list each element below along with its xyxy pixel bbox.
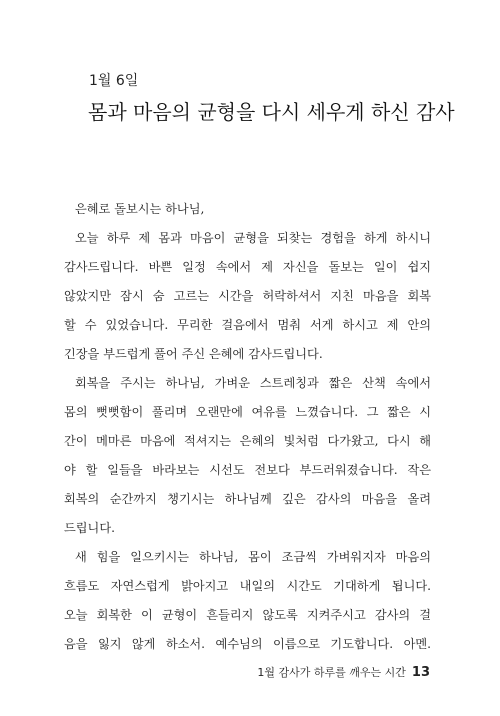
- page-footer: [257, 664, 430, 680]
- body-line: 오늘 하루 제 몸과 마음이 균형을 되찾는 경험을 하게 하시니: [75, 231, 431, 245]
- body-line: 은혜로 돌보시는 하나님,: [75, 202, 205, 216]
- body-line: 드립니다.: [64, 521, 115, 535]
- body-line: 할 수 있었습니다. 무리한 걸음에서 멈춰 서게 하시고 제 안의: [64, 318, 431, 332]
- body-line: 음을 잃지 않게 하소서. 예수님의 이름으로 기도합니다. 아멘.: [64, 637, 431, 651]
- body-line: 회복의 순간까지 챙기시는 하나님께 깊은 감사의 마음을 올려: [64, 492, 431, 506]
- body-line: 감사드립니다. 바쁜 일정 속에서 제 자신을 돌보는 일이 쉽지: [64, 260, 431, 274]
- prayer-body: [64, 195, 431, 659]
- body-line: 몸의 뻣뻣함이 풀리며 오랜만에 여유를 느꼈습니다. 그 짧은 시: [64, 405, 431, 419]
- body-line: 긴장을 부드럽게 풀어 주신 은혜에 감사드립니다.: [64, 347, 323, 361]
- page-number: 13: [411, 665, 430, 680]
- body-line: 오늘 회복한 이 균형이 흔들리지 않도록 지켜주시고 감사의 걸: [64, 608, 431, 622]
- entry-date: 1월 6일: [89, 73, 139, 89]
- body-line: 회복을 주시는 하나님, 가벼운 스트레칭과 짧은 산책 속에서: [75, 376, 431, 390]
- body-line: 흐름도 자연스럽게 밝아지고 내일의 시간도 기대하게 됩니다.: [64, 579, 431, 593]
- body-line: 새 힘을 일으키시는 하나님, 몸이 조금씩 가벼워지자 마음의: [75, 550, 431, 564]
- page-title: 몸과 마음의 균형을 다시 세우게 하신 감사: [88, 100, 455, 124]
- running-title: 1월 감사가 하루를 깨우는 시간: [257, 666, 406, 679]
- body-line: 않았지만 잠시 숨 고르는 시간을 허락하셔서 지친 마음을 회복: [64, 289, 431, 303]
- body-line: 야 할 일들을 바라보는 시선도 전보다 부드러워졌습니다. 작은: [64, 463, 431, 477]
- body-line: 간이 메마른 마음에 적셔지는 은혜의 빛처럼 다가왔고, 다시 해: [64, 434, 431, 448]
